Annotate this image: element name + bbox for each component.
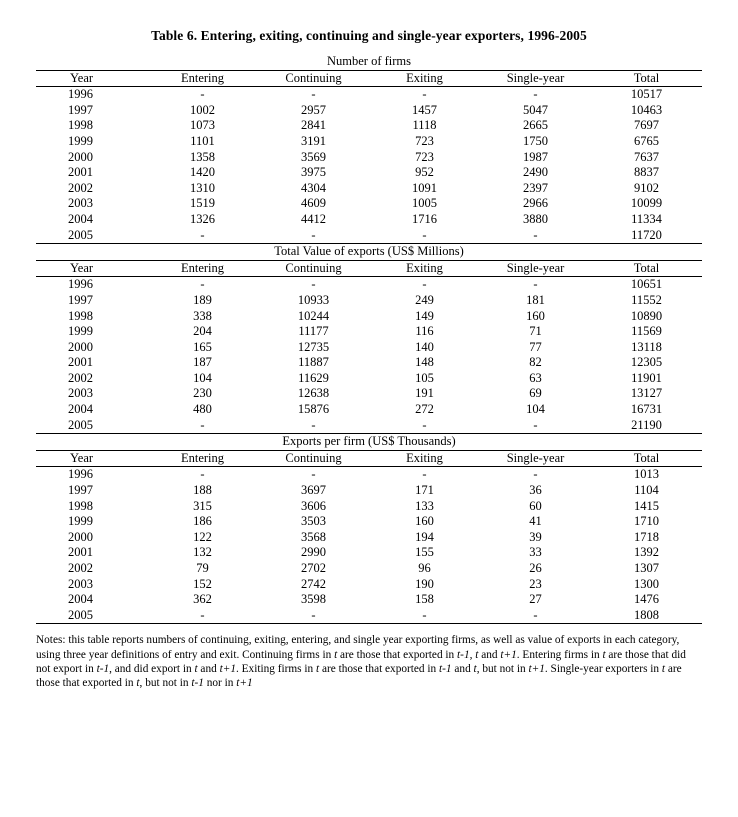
table-row xyxy=(36,165,702,181)
column-header-year: Year xyxy=(36,260,147,277)
cell-total: 7697 xyxy=(634,118,659,133)
cell-year: 1997 xyxy=(68,292,93,307)
table-row xyxy=(36,293,702,309)
cell-exiting: - xyxy=(369,418,480,434)
column-header-continuing: Continuing xyxy=(258,260,369,277)
notes-part-6: , and did export in xyxy=(109,662,195,675)
cell-year: 2005 xyxy=(36,418,147,434)
notes-italic-6: t xyxy=(194,662,198,675)
cell-exiting: 148 xyxy=(415,355,434,370)
table-row xyxy=(36,181,702,197)
section-heading-number-of-firms: Number of firms xyxy=(326,54,411,68)
cell-entering: 230 xyxy=(193,386,212,401)
cell-single-year: 39 xyxy=(529,529,542,544)
cell-exiting: 249 xyxy=(415,292,434,307)
column-header-total: Total xyxy=(591,450,702,467)
cell-exiting: 149 xyxy=(415,308,434,323)
cell-single-year: 23 xyxy=(529,576,542,591)
notes-part-15: nor in xyxy=(203,676,237,689)
column-header-exiting: Exiting xyxy=(369,260,480,277)
cell-single-year: 27 xyxy=(529,592,542,607)
cell-continuing: - xyxy=(258,228,369,244)
cell-exiting: - xyxy=(422,87,427,102)
cell-total: 11901 xyxy=(631,370,662,385)
cell-continuing: 2990 xyxy=(301,545,326,560)
table-row xyxy=(36,499,702,515)
cell-exiting: 171 xyxy=(415,483,434,498)
cell-continuing: 3606 xyxy=(301,498,326,513)
cell-total: 10517 xyxy=(630,87,663,102)
cell-continuing: 10933 xyxy=(297,292,330,307)
notes-part-4: . Entering firms in xyxy=(516,648,603,661)
column-header-total: Total xyxy=(591,260,702,277)
cell-year: 2003 xyxy=(68,196,93,211)
column-header-row xyxy=(36,260,702,277)
cell-exiting: - xyxy=(369,228,480,244)
cell-total: 10890 xyxy=(630,308,663,323)
table-row xyxy=(36,386,702,402)
cell-single-year: 1987 xyxy=(523,149,548,164)
notes-part-1: Notes: this table reports numbers of continuing, exiting, entering, and single year exporting firms, as well as value of exports in each category, using three year definitions of entry and exit. Continuing firms in xyxy=(36,634,680,661)
notes-part-3: and xyxy=(478,648,501,661)
cell-entering: 1326 xyxy=(190,211,215,226)
cell-entering: - xyxy=(147,228,258,244)
cell-total: 11569 xyxy=(631,324,662,339)
cell-single-year: 3880 xyxy=(523,211,548,226)
cell-exiting: 140 xyxy=(415,339,434,354)
cell-year: 1999 xyxy=(68,514,93,529)
cell-single-year: 2397 xyxy=(523,180,548,195)
table-row xyxy=(36,608,702,624)
cell-year: 2002 xyxy=(68,370,93,385)
cell-entering: 1101 xyxy=(190,133,215,148)
cell-exiting: - xyxy=(422,467,427,482)
cell-single-year: - xyxy=(533,87,538,102)
cell-year: 2004 xyxy=(68,211,93,226)
column-header-single-year: Single-year xyxy=(480,70,591,87)
cell-exiting: 191 xyxy=(415,386,434,401)
cell-entering: 1519 xyxy=(190,196,215,211)
section-heading-row xyxy=(36,434,702,451)
notes-italic-3: t+1 xyxy=(500,648,517,661)
cell-continuing: 11629 xyxy=(298,370,329,385)
cell-year: 1999 xyxy=(68,133,93,148)
cell-year: 2003 xyxy=(68,386,93,401)
cell-exiting: 116 xyxy=(415,324,434,339)
notes-italic-12: t xyxy=(661,662,666,675)
notes-part-7: and xyxy=(197,662,220,675)
cell-single-year: 60 xyxy=(529,498,542,513)
cell-exiting: 723 xyxy=(415,133,434,148)
cell-exiting: - xyxy=(422,277,427,292)
cell-continuing: 11887 xyxy=(298,355,329,370)
cell-single-year: 82 xyxy=(529,355,542,370)
cell-entering: 362 xyxy=(193,592,212,607)
cell-continuing: 2702 xyxy=(301,561,326,575)
cell-entering: 132 xyxy=(193,545,212,560)
cell-single-year: 33 xyxy=(529,545,542,560)
cell-entering: - xyxy=(200,87,205,102)
cell-continuing: - xyxy=(311,467,316,482)
table-row xyxy=(36,561,702,577)
cell-single-year: 5047 xyxy=(523,102,548,117)
cell-continuing: - xyxy=(311,277,316,292)
cell-total: 1710 xyxy=(634,514,659,529)
cell-single-year: 26 xyxy=(529,561,542,575)
cell-year: 1999 xyxy=(68,324,93,339)
notes-part-10: and xyxy=(451,662,474,675)
cell-exiting: 1716 xyxy=(412,211,437,226)
cell-exiting: 133 xyxy=(415,498,434,513)
cell-entering: - xyxy=(147,608,258,624)
cell-continuing: 12638 xyxy=(297,386,330,401)
cell-total: 9102 xyxy=(634,180,659,195)
cell-total: 6765 xyxy=(634,133,659,148)
table-row xyxy=(36,418,702,434)
section-heading-exports-per-firm: Exports per firm (US$ Thousands) xyxy=(282,434,456,449)
table-row xyxy=(36,150,702,166)
table-row xyxy=(36,277,702,293)
cell-total: 1104 xyxy=(634,483,659,498)
notes-part-8: . Exiting firms in xyxy=(236,662,317,675)
cell-continuing: 4412 xyxy=(301,211,326,226)
table-row xyxy=(36,514,702,530)
column-header-exiting: Exiting xyxy=(369,450,480,467)
column-header-year: Year xyxy=(36,70,147,87)
notes-italic-7: t+1 xyxy=(219,662,236,675)
cell-total: 11720 xyxy=(591,228,702,244)
cell-single-year: 41 xyxy=(529,514,542,529)
cell-continuing: 3975 xyxy=(301,165,326,180)
cell-entering: 188 xyxy=(193,483,212,498)
column-header-entering: Entering xyxy=(147,260,258,277)
cell-continuing: 2957 xyxy=(301,102,326,117)
cell-year: 2000 xyxy=(68,339,93,354)
section-heading-row xyxy=(36,244,702,261)
table-row xyxy=(36,530,702,546)
column-header-row xyxy=(36,70,702,87)
cell-exiting: 1091 xyxy=(412,180,437,195)
notes-part-2: are those that exported in xyxy=(337,648,458,661)
page-title: Table 6. Entering, exiting, continuing and single-year exporters, 1996-2005 xyxy=(151,28,587,43)
cell-single-year: - xyxy=(480,228,591,244)
cell-exiting: 155 xyxy=(415,545,434,560)
cell-continuing: 3191 xyxy=(301,133,326,148)
cell-single-year: 160 xyxy=(526,308,545,323)
cell-continuing: 3569 xyxy=(301,149,326,164)
column-header-single-year: Single-year xyxy=(480,260,591,277)
table-row xyxy=(36,483,702,499)
notes-part-11: , but not in xyxy=(476,662,529,675)
cell-single-year: 181 xyxy=(526,292,545,307)
cell-entering: 122 xyxy=(193,529,212,544)
notes-italic-9: t-1 xyxy=(439,662,452,675)
cell-entering: 338 xyxy=(193,308,212,323)
notes-italic-5: t-1 xyxy=(96,662,110,675)
cell-year: 2000 xyxy=(68,529,93,544)
table-row xyxy=(36,545,702,561)
cell-exiting: 160 xyxy=(415,514,434,529)
cell-single-year: 69 xyxy=(529,386,542,401)
cell-single-year: 63 xyxy=(529,370,542,385)
notes-italic-1: t xyxy=(334,648,338,661)
cell-year: 2005 xyxy=(36,228,147,244)
column-header-continuing: Continuing xyxy=(258,450,369,467)
cell-continuing: - xyxy=(311,87,316,102)
table-row xyxy=(36,402,702,418)
cell-entering: 165 xyxy=(193,339,212,354)
cell-entering: 1358 xyxy=(190,149,215,164)
cell-exiting: 723 xyxy=(415,149,434,164)
cell-single-year: 2490 xyxy=(523,165,548,180)
exporters-table xyxy=(36,54,702,624)
notes-italic-8: t xyxy=(316,662,320,675)
table-row xyxy=(36,592,702,608)
cell-continuing: 2742 xyxy=(301,576,326,591)
cell-single-year: 1750 xyxy=(523,133,548,148)
notes-part-12: . Single-year exporters in xyxy=(544,662,662,675)
cell-exiting: 190 xyxy=(415,576,434,591)
cell-entering: 189 xyxy=(193,292,212,307)
cell-exiting: 1457 xyxy=(412,102,437,117)
cell-year: 2004 xyxy=(68,592,93,607)
cell-single-year: 71 xyxy=(529,324,542,339)
cell-continuing: 10244 xyxy=(297,308,330,323)
cell-entering: 1002 xyxy=(190,102,215,117)
cell-single-year: 104 xyxy=(526,402,545,417)
cell-exiting: 105 xyxy=(415,370,434,385)
cell-year: 1998 xyxy=(68,308,93,323)
table-notes xyxy=(36,633,702,690)
cell-exiting: - xyxy=(369,608,480,624)
cell-entering: 480 xyxy=(193,402,212,417)
table-row xyxy=(36,134,702,150)
column-header-row xyxy=(36,450,702,467)
cell-total: 13118 xyxy=(631,339,662,354)
cell-year: 1996 xyxy=(68,87,93,102)
cell-entering: 204 xyxy=(193,324,212,339)
table-row xyxy=(36,324,702,340)
cell-exiting: 952 xyxy=(415,165,434,180)
cell-total: 10099 xyxy=(630,196,663,211)
cell-year: 2001 xyxy=(68,545,93,560)
cell-exiting: 272 xyxy=(415,402,434,417)
cell-single-year: - xyxy=(480,608,591,624)
cell-continuing: 15876 xyxy=(297,402,330,417)
column-header-exiting: Exiting xyxy=(369,70,480,87)
cell-single-year: - xyxy=(533,467,538,482)
table-body xyxy=(36,54,702,624)
cell-entering: 104 xyxy=(193,370,212,385)
cell-total: 1415 xyxy=(634,498,659,513)
cell-year: 2000 xyxy=(68,149,93,164)
table-row xyxy=(36,309,702,325)
table-row xyxy=(36,228,702,244)
cell-year: 2004 xyxy=(68,402,93,417)
cell-total: 1476 xyxy=(634,592,659,607)
notes-italic-10: t xyxy=(473,662,477,675)
cell-continuing: 3598 xyxy=(301,592,326,607)
notes-italic-2: t-1, t xyxy=(457,648,479,661)
table-row xyxy=(36,577,702,593)
column-header-total: Total xyxy=(591,70,702,87)
cell-year: 2001 xyxy=(68,355,93,370)
cell-single-year: 36 xyxy=(529,483,542,498)
cell-total: 10463 xyxy=(630,102,663,117)
cell-total: 13127 xyxy=(630,386,663,401)
cell-total: 16731 xyxy=(630,402,663,417)
cell-single-year: 2966 xyxy=(523,196,548,211)
cell-total: 11552 xyxy=(631,292,662,307)
cell-entering: - xyxy=(200,277,205,292)
cell-entering: 152 xyxy=(193,576,212,591)
notes-italic-15: t+1 xyxy=(236,676,253,689)
cell-total: 1307 xyxy=(634,561,659,575)
column-header-entering: Entering xyxy=(147,70,258,87)
cell-year: 1998 xyxy=(68,498,93,513)
notes-part-9: are those that exported in xyxy=(319,662,440,675)
cell-year: 1998 xyxy=(68,118,93,133)
cell-exiting: 194 xyxy=(415,529,434,544)
cell-exiting: 1118 xyxy=(412,118,437,133)
cell-entering: 1420 xyxy=(190,165,215,180)
notes-italic-4: t xyxy=(602,648,606,661)
cell-single-year: - xyxy=(480,418,591,434)
cell-entering: - xyxy=(147,418,258,434)
table-row xyxy=(36,87,702,103)
cell-total: 1392 xyxy=(634,545,659,560)
cell-year: 2001 xyxy=(68,165,93,180)
cell-entering: - xyxy=(200,467,205,482)
cell-total: 8837 xyxy=(634,165,659,180)
cell-entering: 187 xyxy=(193,355,212,370)
cell-total: 10651 xyxy=(630,277,663,292)
column-header-single-year: Single-year xyxy=(480,450,591,467)
cell-continuing: 4609 xyxy=(301,196,326,211)
cell-total: 1300 xyxy=(634,576,659,591)
column-header-entering: Entering xyxy=(147,450,258,467)
cell-year: 1996 xyxy=(68,277,93,292)
cell-exiting: 96 xyxy=(418,561,431,575)
cell-year: 2002 xyxy=(68,561,93,575)
cell-single-year: 77 xyxy=(529,339,542,354)
cell-continuing: 2841 xyxy=(301,118,326,133)
cell-year: 2002 xyxy=(68,180,93,195)
cell-total: 21190 xyxy=(591,418,702,434)
notes-part-14: , but not in xyxy=(139,676,192,689)
cell-continuing: 4304 xyxy=(301,180,326,195)
cell-continuing: - xyxy=(258,418,369,434)
cell-total: 7637 xyxy=(634,149,659,164)
cell-year: 2003 xyxy=(68,576,93,591)
cell-continuing: 3503 xyxy=(301,514,326,529)
cell-year: 2005 xyxy=(36,608,147,624)
cell-exiting: 158 xyxy=(415,592,434,607)
cell-total: 12305 xyxy=(630,355,663,370)
cell-year: 1996 xyxy=(68,467,93,482)
table-row xyxy=(36,103,702,119)
notes-part-13: are those that exported in xyxy=(36,662,682,689)
cell-continuing: 12735 xyxy=(297,339,330,354)
cell-entering: 1073 xyxy=(190,118,215,133)
cell-continuing: - xyxy=(258,608,369,624)
cell-entering: 1310 xyxy=(190,180,215,195)
cell-single-year: 2665 xyxy=(523,118,548,133)
notes-italic-13: t xyxy=(136,676,140,689)
cell-entering: 315 xyxy=(193,498,212,513)
table-row xyxy=(36,371,702,387)
cell-total: 1013 xyxy=(634,467,659,482)
notes-italic-14: t-1 xyxy=(191,676,204,689)
cell-year: 1997 xyxy=(68,483,93,498)
notes-italic-11: t+1 xyxy=(528,662,545,675)
notes-part-5: are those that did not export in xyxy=(36,648,686,675)
cell-entering: 79 xyxy=(196,561,209,575)
section-heading-total-value: Total Value of exports (US$ Millions) xyxy=(274,244,464,259)
cell-entering: 186 xyxy=(193,514,212,529)
cell-year: 1997 xyxy=(68,102,93,117)
section-heading-row xyxy=(36,54,702,70)
table-row xyxy=(36,118,702,134)
column-header-continuing: Continuing xyxy=(258,70,369,87)
table-row xyxy=(36,340,702,356)
cell-continuing: 11177 xyxy=(298,324,329,339)
cell-total: 1808 xyxy=(591,608,702,624)
cell-continuing: 3568 xyxy=(301,529,326,544)
cell-continuing: 3697 xyxy=(301,483,326,498)
table-row xyxy=(36,355,702,371)
cell-total: 11334 xyxy=(631,211,662,226)
cell-total: 1718 xyxy=(634,529,659,544)
column-header-year: Year xyxy=(36,450,147,467)
cell-exiting: 1005 xyxy=(412,196,437,211)
table-row xyxy=(36,196,702,212)
table-row xyxy=(36,212,702,228)
table-row xyxy=(36,467,702,483)
cell-single-year: - xyxy=(533,277,538,292)
